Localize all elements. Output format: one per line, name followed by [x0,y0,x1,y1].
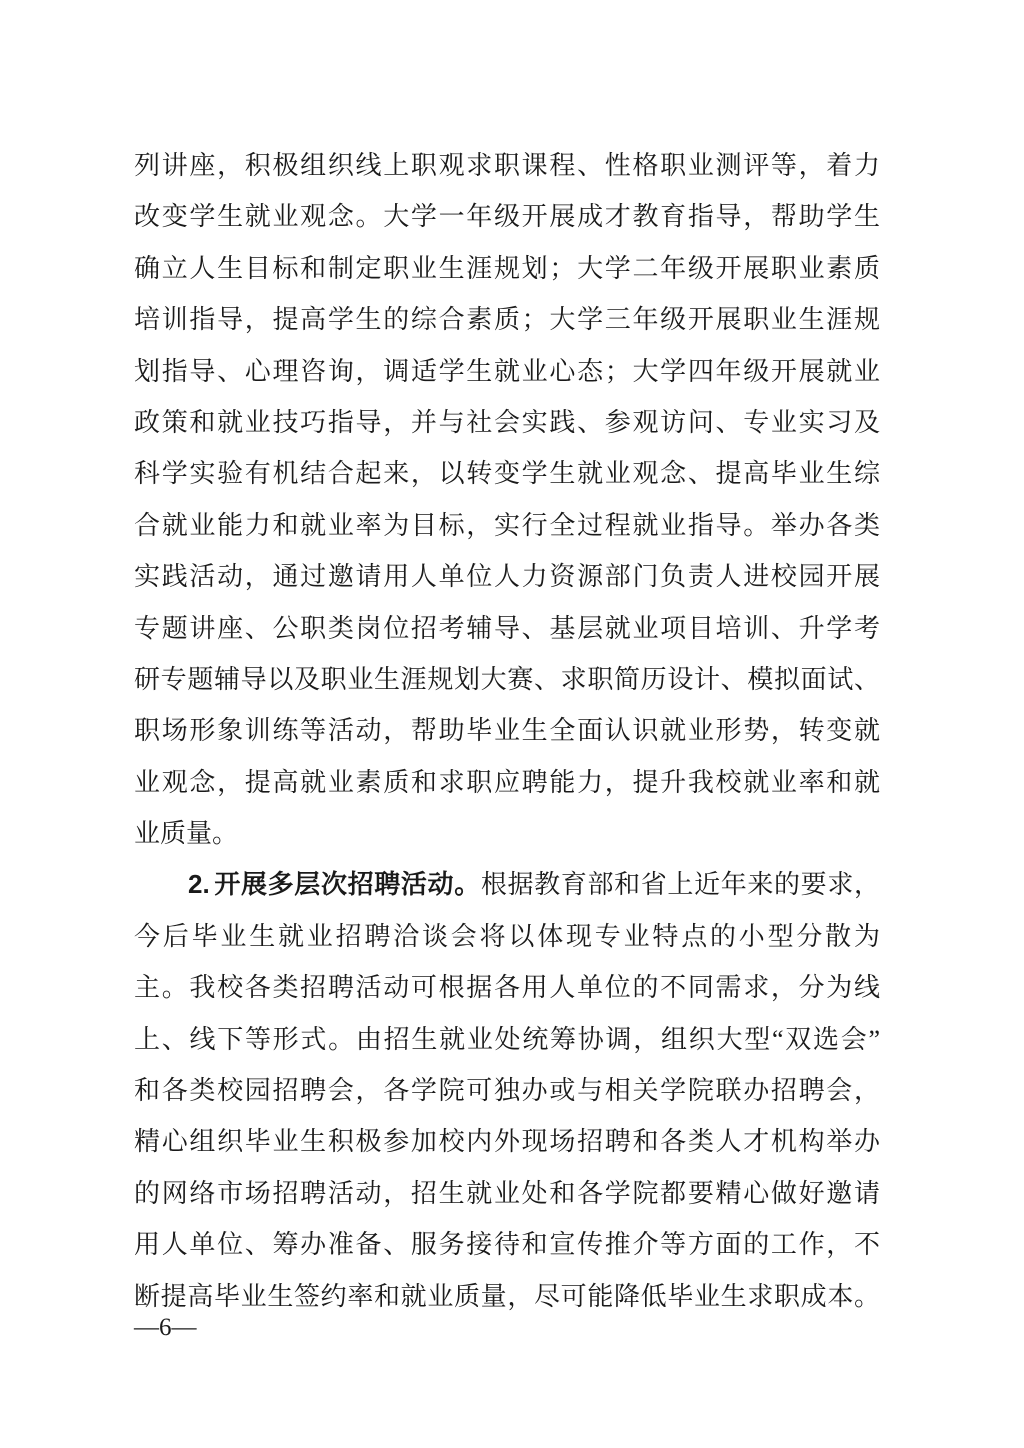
section-heading-line [134,859,880,910]
text-line: 用人单位、筹办准备、服务接待和宣传推介等方面的工作，不 [134,1230,880,1260]
text-line: 精心组织毕业生积极参加校内外现场招聘和各类人才机构举办 [134,1127,880,1157]
text-line: 上、线下等形式。由招生就业处统筹协调，组织大型“双选会” [134,1024,880,1054]
text-line: 断提高毕业生签约率和就业质量，尽可能降低毕业生求职成本。 [134,1281,880,1311]
text-line: 列讲座，积极组织线上职观求职课程、性格职业测评等，着力 [134,151,880,180]
paragraph-end-line: 业质量。 [134,819,239,849]
text-line: 职场形象训练等活动，帮助毕业生全面认识就业形势，转变就 [134,716,880,746]
text-line: 合就业能力和就业率为目标，实行全过程就业指导。举办各类 [134,510,880,540]
text-line: 确立人生目标和制定职业生涯规划；大学二年级开展职业素质 [134,253,880,283]
section-heading-rest: 根据教育部和省上近年来的要求， [480,870,880,900]
text-line: 实践活动，通过邀请用人单位人力资源部门负责人进校园开展 [134,562,880,592]
text-line: 科学实验有机结合起来，以转变学生就业观念、提高毕业生综 [134,459,880,489]
text-line: 改变学生就业观念。大学一年级开展成才教育指导，帮助学生 [134,202,880,232]
text-line: 专题讲座、公职类岗位招考辅导、基层就业项目培训、升学考 [134,613,880,643]
text-line: 和各类校园招聘会，各学院可独办或与相关学院联办招聘会， [134,1076,880,1106]
text-line: 今后毕业生就业招聘洽谈会将以体现专业特点的小型分散为 [134,921,880,951]
text-line: 的网络市场招聘活动，招生就业处和各学院都要精心做好邀请 [134,1178,880,1208]
section-number: 2. [188,869,210,900]
text-block [134,140,880,1322]
text-line: 主。我校各类招聘活动可根据各用人单位的不同需求，分为线 [134,973,880,1003]
section-title: 开展多层次招聘活动。 [213,869,481,900]
text-line: 研专题辅导以及职业生涯规划大赛、求职简历设计、模拟面试、 [134,664,880,694]
text-line: 培训指导，提高学生的综合素质；大学三年级开展职业生涯规 [134,305,880,335]
text-line: 划指导、心理咨询，调适学生就业心态；大学四年级开展就业 [134,356,880,386]
text-line: 业观念，提高就业素质和求职应聘能力，提升我校就业率和就 [134,767,880,797]
page-number: —6— [134,1314,197,1341]
text-line: 政策和就业技巧指导，并与社会实践、参观访问、专业实习及 [134,407,880,437]
